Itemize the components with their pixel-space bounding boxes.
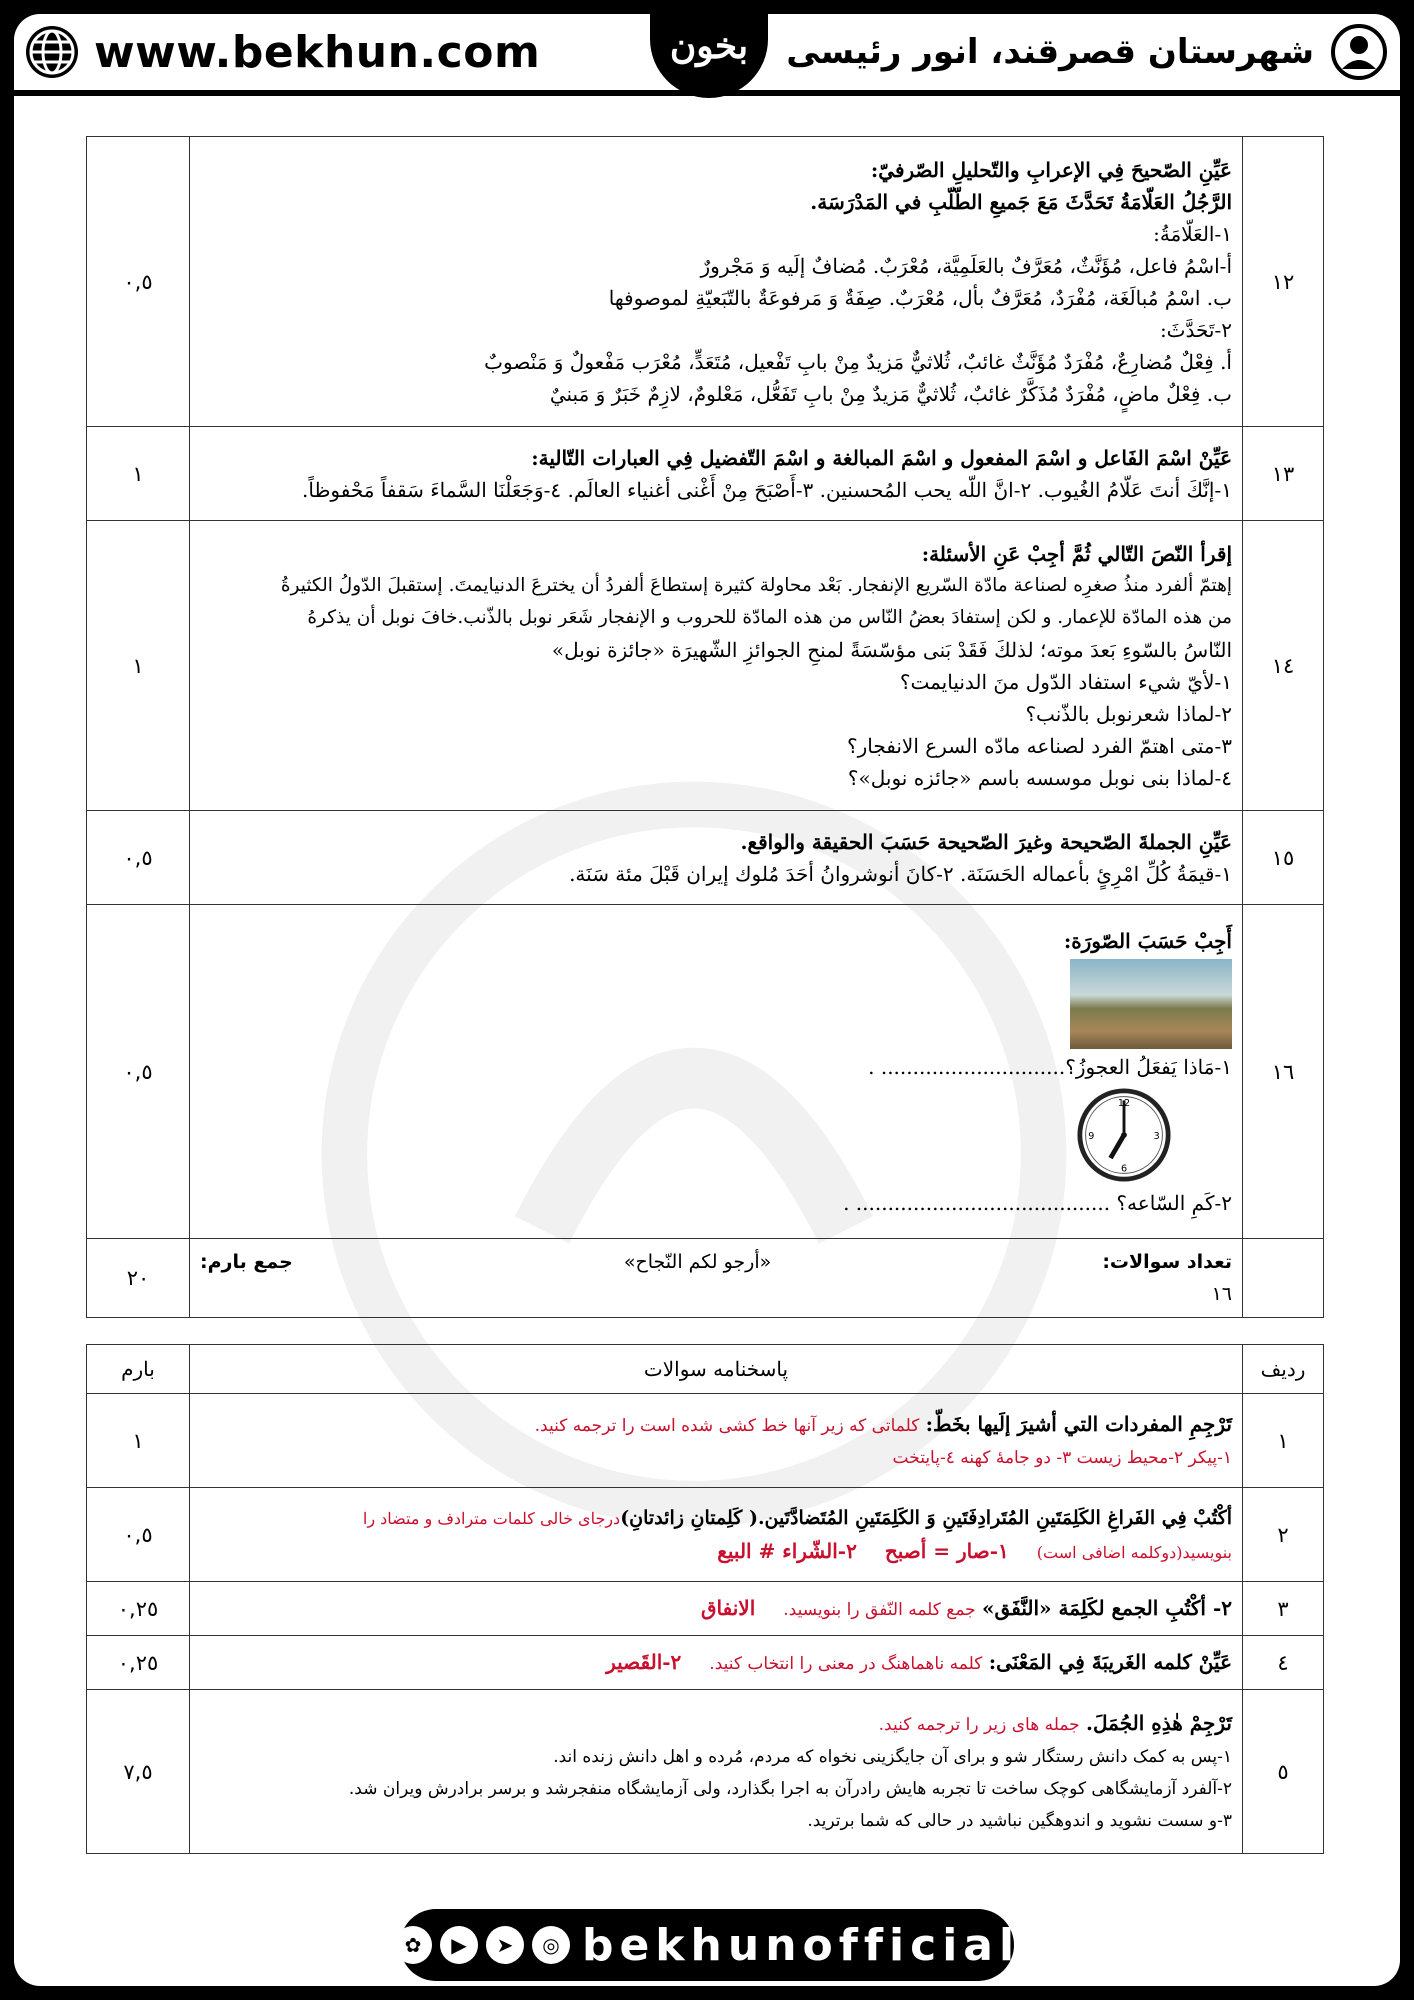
answer-score: ١	[87, 1394, 190, 1488]
answer-score: ٠,٢٥	[87, 1636, 190, 1690]
answer-body	[190, 1582, 1243, 1636]
author-block	[786, 22, 1388, 82]
answer-title: تَرْجِمِ المفردات التي أشيرَ إلَيها بخَطّ:	[925, 1411, 1232, 1436]
answer-row-5	[87, 1690, 1324, 1854]
question-line: ١-العَلّامَةُ:	[1153, 221, 1232, 246]
answer-title-fa: کلمه ناهماهنگ در معنی را انتخاب کنید.	[709, 1653, 983, 1674]
answer-text-2: ٢-الشّراء # البيع	[717, 1538, 857, 1563]
question-title: عَيِّنِ الجملةَ الصّحيحة وغيرَ الصّحيحة حَسَبَ الحقيقة والواقع.	[740, 829, 1232, 854]
site-link[interactable]	[24, 22, 540, 82]
answer-number: ٤	[1243, 1636, 1324, 1690]
sub-question: ٢-كَمِ السّاعه؟ ........................................ .	[843, 1190, 1232, 1215]
answer-body	[190, 1690, 1243, 1854]
instagram-icon[interactable]: ◎	[532, 1926, 570, 1964]
answer-number: ١	[1243, 1394, 1324, 1488]
question-score: ١	[87, 521, 190, 811]
question-option: ب. فِعْلٌ ماضٍ، مُفْرَدٌ مُذَكَّرٌ غائبٌ، ثُلاثيٌّ مَزيدٌ مِنْ بابِ تَفَعُّل، مَعْلومٌ، لازِمٌ خَبَرٌ وَ مَبنيٌ	[549, 381, 1232, 406]
answer-body	[190, 1636, 1243, 1690]
telegram-icon[interactable]: ➤	[486, 1926, 524, 1964]
question-number: ١٦	[1243, 905, 1324, 1239]
summary-row	[87, 1239, 1324, 1318]
answer-line: ٣-و سست نشوید و اندوهگین نباشید در حالی که شما برترید.	[807, 1810, 1232, 1831]
question-number: ١٢	[1243, 137, 1324, 427]
answer-number: ٥	[1243, 1690, 1324, 1854]
question-row-15	[87, 811, 1324, 905]
answer-row-1	[87, 1394, 1324, 1488]
question-option: أ-اسْمُ فاعل، مُؤَنَّثٌ، مُعَرَّفٌ بالعَلَمِيَّة، مُعْرَبٌ. مُضافٌ إلَيه وَ مَجْرورٌ	[700, 253, 1232, 278]
passage-line: النّاسُ بالسّوءِ بَعدَ موته؛ لذلكَ فَقَدْ بَنى مؤسّسَةً لمنحِ الجوائزِ الشّهيرَة «جائزة نوبل»	[551, 637, 1232, 662]
answer-title: أكْتُبْ فِي الفَراغِ الكَلِمَتَينِ المُتَرادِفَتَينِ وَ الكَلِمَتَينِ المُتَضادَّتَين.( كَلِمتانِ زائدتانِ)	[620, 1506, 1232, 1529]
answer-number: ٣	[1243, 1582, 1324, 1636]
question-option: ب. اسْمُ مُبالَغَة، مُفْرَدٌ، مُعَرَّفٌ بأل، مُعْرَبٌ. صِفَةٌ وَ مَرفوعَةٌ بالتّبَعيّةِ لموصوفها	[608, 285, 1232, 310]
answer-row-2	[87, 1488, 1324, 1582]
answer-title-fa: جمع کلمه النّفق را بنویسید.	[783, 1599, 976, 1620]
svg-text:3: 3	[1153, 1130, 1160, 1142]
author-name: شهرستان قصرقند، انور رئیسی	[786, 32, 1314, 72]
question-title: أَجِبْ حَسَبَ الصّورَة:	[1063, 928, 1232, 953]
question-title: إقرأ النّصَ التّالي ثُمَّ أجِبْ عَنِ الأسئلة:	[921, 541, 1232, 566]
social-footer	[400, 1909, 1021, 1981]
globe-icon	[24, 24, 80, 80]
question-row-14	[87, 521, 1324, 811]
question-line: ١-قيمَةُ كُلِّ امْرِئٍ بأعماله الحَسَنَة. ٢-كانَ أنوشروانُ أحَدَ مُلوك إيران قَبْلَ مئة سَنَة.	[569, 861, 1232, 886]
total-score-label: جمع بارم:	[200, 1251, 293, 1273]
header	[14, 14, 1400, 96]
question-score: ١	[87, 427, 190, 521]
question-row-12	[87, 137, 1324, 427]
question-number: ١٥	[1243, 811, 1324, 905]
questions-table	[86, 136, 1324, 1318]
answer-title: تَرْجِمْ هٰذِهِ الجُمَلَ.	[1086, 1710, 1232, 1735]
question-number: ١٤	[1243, 521, 1324, 811]
question-row-16	[87, 905, 1324, 1239]
sub-question: ١-لأيّ شيء استفاد الدّول منَ الدنيايمت؟	[899, 669, 1232, 694]
svg-text:12: 12	[1117, 1097, 1131, 1109]
answer-score: ٠,٥	[87, 1488, 190, 1582]
answer-body	[190, 1394, 1243, 1488]
question-score: ٠,٥	[87, 137, 190, 427]
question-score: ٠,٥	[87, 905, 190, 1239]
answer-score: ٠,٢٥	[87, 1582, 190, 1636]
sub-question: ٤-لماذا بنى نوبل موسسه باسم «جائزه نوبل»؟	[847, 765, 1232, 790]
scene-image	[1070, 959, 1232, 1049]
question-title: عَيِّنْ اسْمَ الفَاعل و اسْمَ المفعول و اسْمَ المبالغة و اسْمَ التّفضيل فِي العبارات التّالية:	[531, 445, 1232, 470]
answer-number: ٢	[1243, 1488, 1324, 1582]
svg-text:6: 6	[1120, 1162, 1128, 1174]
question-body	[190, 811, 1243, 905]
youtube-icon[interactable]: ▶	[440, 1926, 478, 1964]
question-body	[190, 137, 1243, 427]
answer-text-1: ١-صار = أصبح	[884, 1538, 1009, 1563]
row-header: ردیف	[1243, 1345, 1324, 1394]
svg-text:9: 9	[1088, 1130, 1095, 1142]
answer-text: ٢-القَصير	[606, 1649, 682, 1674]
clock-image	[1076, 1087, 1172, 1183]
question-title: عَيِّنِ الصّحيحَ فِي الإعرابِ والتّحليلِ الصّرفيّ:	[870, 157, 1232, 182]
aparat-icon[interactable]: ✿	[394, 1926, 432, 1964]
question-body	[190, 427, 1243, 521]
question-body	[190, 905, 1243, 1239]
sub-question: ١-مَاذا يَفعَلُ العجوزُ؟............................. .	[868, 1054, 1232, 1079]
wish-text: «أرجو لكم النّجاح»	[623, 1251, 772, 1273]
question-count-label: تعداد سوالات:	[1102, 1251, 1232, 1273]
total-score-value: ٢٠	[87, 1239, 190, 1318]
passage-line: من هذه المادّة للإعمار. و لكن إستفادَ بعضُ النّاس من هذه المادّة للحروب و الإنفجار شَعَر نوبل بالذّنب.خافَ نوبل أن يذكرهُ	[307, 606, 1232, 628]
answer-title-fa2: بنویسید(دوکلمه اضافی است)	[1036, 1542, 1232, 1562]
answer-title-fa: درجای خالی کلمات مترادف و متضاد را	[362, 1508, 621, 1528]
sub-question: ٣-متى اهتمّ الفرد لصناعه مادّه السرع الانفجار؟	[846, 733, 1232, 758]
logo-text: بخون	[669, 25, 749, 67]
answers-title: پاسخنامه سوالات	[190, 1345, 1243, 1394]
question-body	[190, 521, 1243, 811]
answer-body	[190, 1488, 1243, 1582]
question-line: ٢-تَحَدَّثَ:	[1159, 317, 1232, 342]
social-handle[interactable]: bekhunofficial	[581, 1919, 1021, 1971]
question-option: أ. فِعْلٌ مُضارِعٌ، مُفْرَدٌ مُؤَنَّثٌ غائبٌ، ثُلاثيٌّ مَزيدٌ مِنْ بابِ تَفْعيل، مُتَعَدٍّ، مُعْرَب مَفْعولٌ وَ مَنْصوبٌ	[484, 349, 1232, 374]
question-count-value: ١٦	[1211, 1283, 1232, 1305]
question-line: ١-إنَّكَ أنتَ عَلّامُ الغُيوب. ٢-انَّ اللّه يحب المُحسنين. ٣-أَصْبَحَ مِنْ أَغْنى أغنياء العالَم. ٤-وَجَعَلْنَا السَّماءَ سَقفاً مَحْفوظاً.	[302, 477, 1232, 502]
answer-line: ١-پس به کمک دانش رستگار شو و برای آن جایگزینی نخواه که مردم، مُرده و اهل دانش زنده اند.	[553, 1746, 1232, 1767]
user-icon	[1330, 23, 1388, 81]
question-score: ٠,٥	[87, 811, 190, 905]
answer-text: الانفاق	[701, 1595, 756, 1620]
answer-text: ١-پیکر ٢-محیط زیست ٣- دو جامهٔ کهنه ٤-پایتخت	[892, 1447, 1232, 1468]
answer-title: ٢- أكْتُبِ الجمع لكَلِمَة «النَّفَق»	[982, 1595, 1232, 1620]
score-header: بارم	[87, 1345, 190, 1394]
question-line: الرَّجُلُ العَلّامَةُ تَحَدَّثَ مَعَ جَميعِ الطّلّبِ في المَدْرَسَة.	[810, 189, 1232, 214]
social-icons	[394, 1926, 570, 1964]
page	[14, 14, 1400, 1986]
answer-title-fa: جمله های زیر را ترجمه کنید.	[878, 1714, 1080, 1735]
brand-logo	[650, 14, 768, 98]
site-url[interactable]: www.bekhun.com	[94, 26, 541, 78]
summary-body	[190, 1239, 1243, 1318]
answer-title: عَيِّنْ كلمه الغَريبَةَ فِي المَعْنَى:	[988, 1649, 1232, 1674]
answer-title-fa: کلماتی که زیر آنها خط کشی شده است را ترجمه کنید.	[534, 1415, 920, 1436]
question-row-13	[87, 427, 1324, 521]
answers-header-row	[87, 1345, 1324, 1394]
answer-row-4	[87, 1636, 1324, 1690]
answer-score: ٧,٥	[87, 1690, 190, 1854]
summary-blank	[1243, 1239, 1324, 1318]
answers-table	[86, 1344, 1324, 1854]
answer-row-3	[87, 1582, 1324, 1636]
sub-question: ٢-لماذا شعرنوبل بالذّنب؟	[1025, 701, 1232, 726]
passage-line: إهتمّ ألفرد منذُ صغرِه لصناعة مادّة السّريع الإنفجار. بَعْد محاولة كثيرة إستطاعَ ألفردُ أن يخترعَ الدنيايمتَ. إستقبلَ الدّولُ الكثيرةُ	[280, 574, 1232, 596]
question-number: ١٣	[1243, 427, 1324, 521]
answer-line: ٢-آلفرد آزمایشگاهی کوچک ساخت تا تجربه هایش رادرآن به اجرا بگذارد، ولی آزمایشگاه منفجرشد و برسر برادرش ویران شد.	[348, 1778, 1232, 1799]
